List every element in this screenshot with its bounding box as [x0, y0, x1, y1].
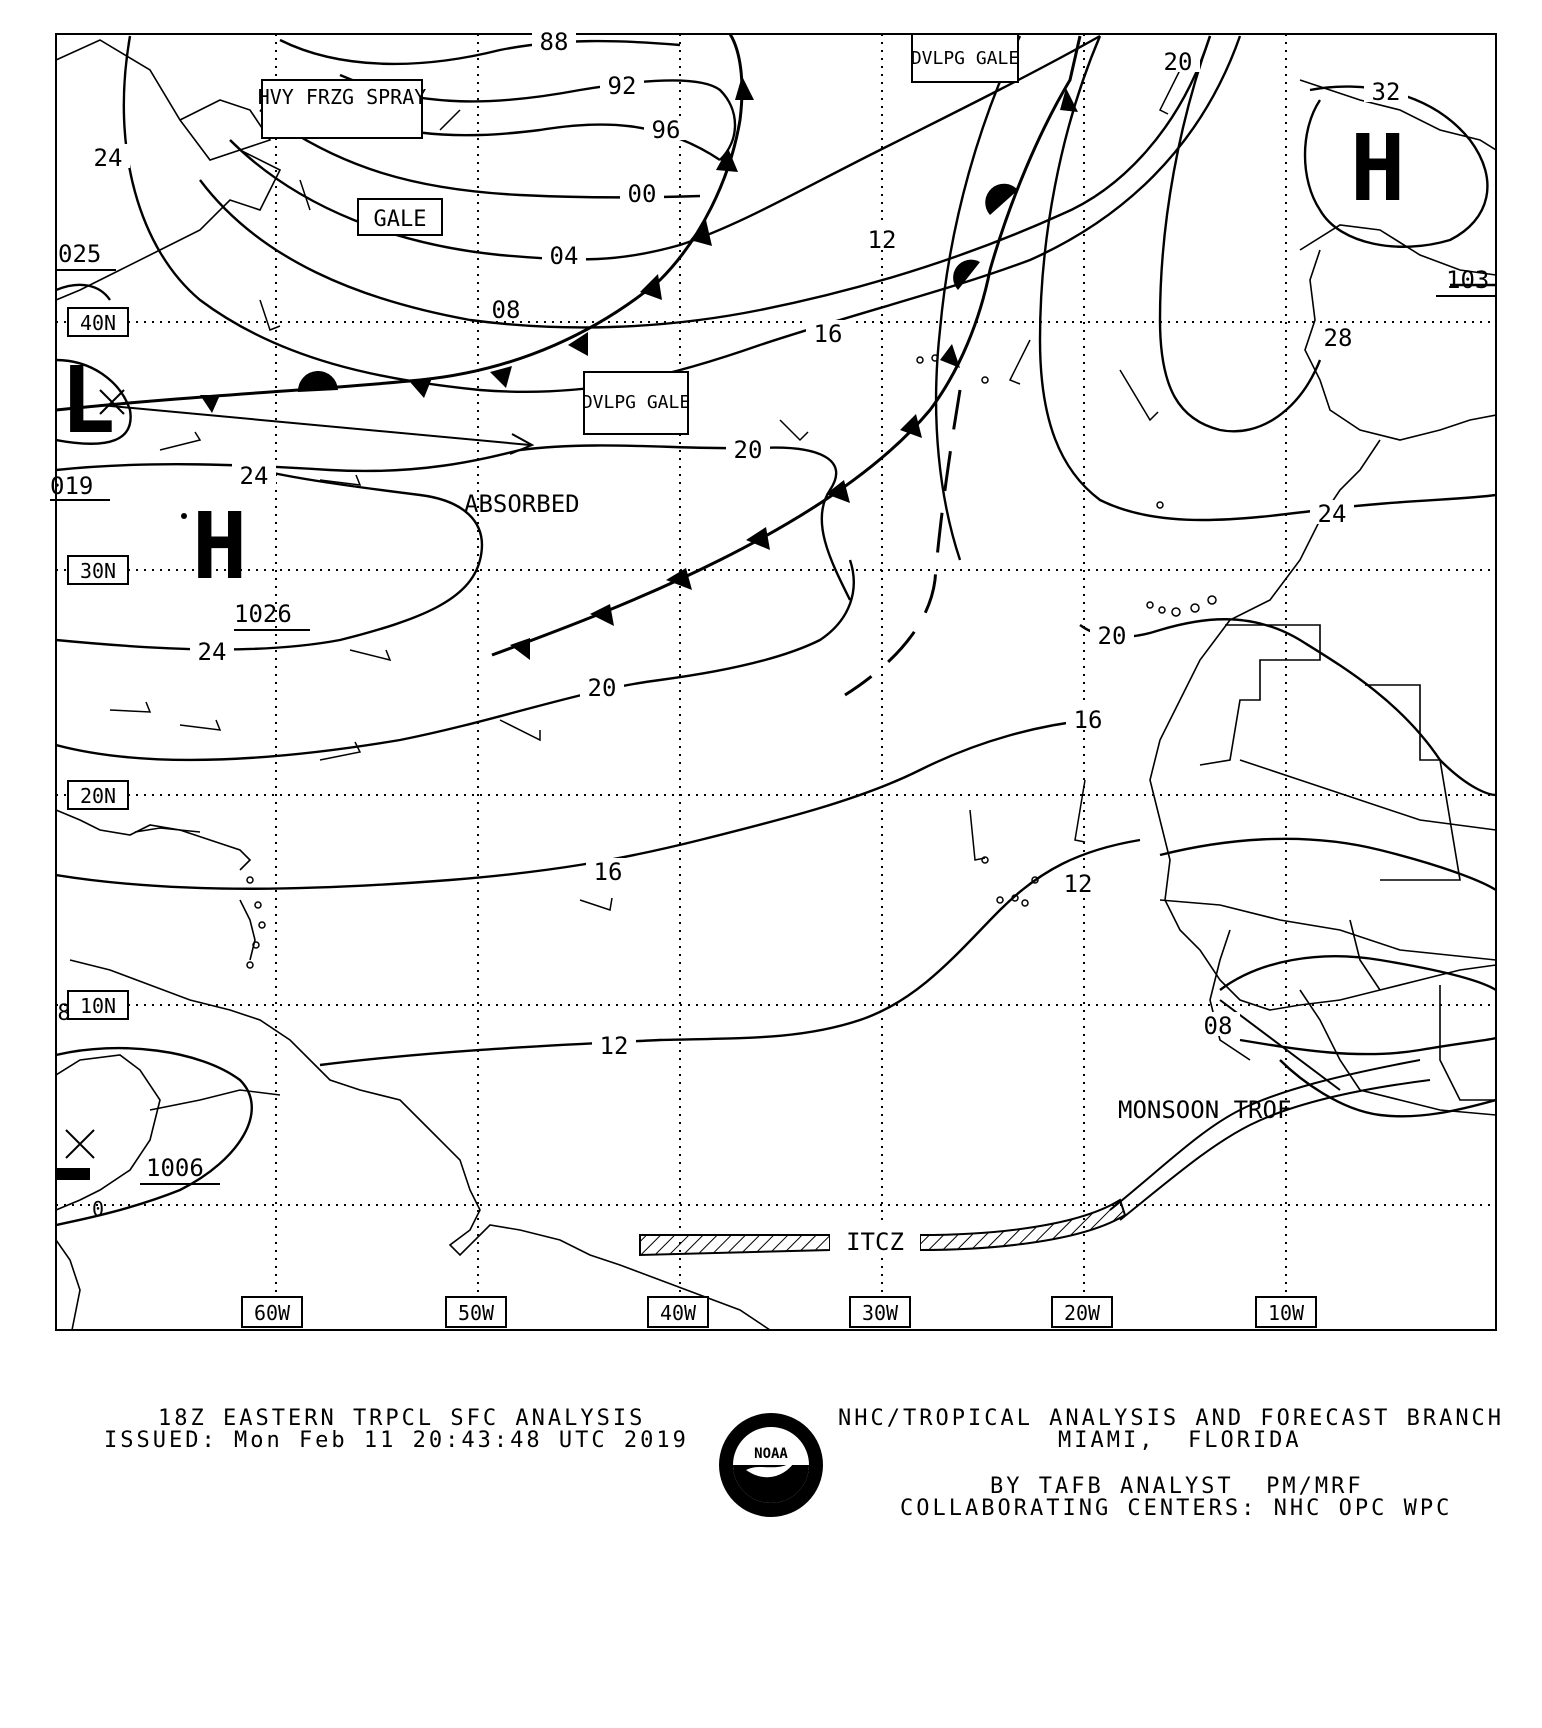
- isobar-label: 28: [1323, 324, 1353, 352]
- frontal-bar: [56, 1168, 90, 1180]
- absorbed-label: ABSORBED: [464, 490, 580, 518]
- noaa-logo: [716, 1410, 826, 1520]
- hvy-frzg-spray-label: HVY FRZG SPRAY: [257, 85, 427, 109]
- pressure-value: 025: [58, 240, 102, 268]
- isobar-label: 20: [733, 436, 763, 464]
- low-center-marker: [66, 1130, 94, 1158]
- isobar-label: 20: [1097, 622, 1127, 650]
- lat-label-10n: 10N: [79, 994, 117, 1018]
- noaa-logo-text: NOAA: [754, 1446, 788, 1462]
- lon-label-20w: 20W: [1063, 1301, 1101, 1325]
- isobar-label: 88: [539, 28, 569, 56]
- monsoon-trof-label: MONSOON TROF: [1118, 1096, 1292, 1124]
- isobar-label: 24: [1317, 500, 1347, 528]
- collaborating-centers: COLLABORATING CENTERS: NHC OPC WPC: [900, 1496, 1453, 1521]
- absorbed-track: [100, 405, 532, 454]
- lon-label-40w: 40W: [659, 1301, 697, 1325]
- isobar-label: 04: [549, 242, 579, 270]
- isobar-label: 24: [197, 638, 227, 666]
- lat-label-30n: 30N: [79, 559, 117, 583]
- chart-title: 18Z EASTERN TRPCL SFC ANALYSIS: [158, 1406, 646, 1431]
- lon-label-60w: 60W: [253, 1301, 291, 1325]
- high-center-dot: [181, 513, 187, 519]
- high-pressure-value: 1026: [234, 600, 292, 628]
- branch-name: NHC/TROPICAL ANALYSIS AND FORECAST BRANCH: [838, 1406, 1505, 1431]
- gale-label: GALE: [373, 207, 427, 232]
- isobar-label: 32: [1371, 78, 1401, 106]
- isobar-label: 16: [1073, 706, 1103, 734]
- isobar-label: 16: [813, 320, 843, 348]
- analyst-line: BY TAFB ANALYST PM/MRF: [990, 1474, 1364, 1499]
- isobar-label: 24: [93, 144, 123, 172]
- coastlines: [56, 40, 1496, 1330]
- isobar-label: 20: [587, 674, 617, 702]
- map-frame: [56, 34, 1496, 1330]
- graticule: [56, 34, 1496, 1330]
- high-pressure-symbol: H: [1350, 115, 1406, 222]
- lat-label-40n: 40N: [79, 311, 117, 335]
- lon-label-10w: 10W: [1267, 1301, 1305, 1325]
- isobar-label: 20: [1163, 48, 1193, 76]
- isobar-label: 12: [867, 226, 897, 254]
- high-pressure-symbol: H: [192, 493, 248, 600]
- longitude-labels: [242, 1297, 1316, 1327]
- isobar-label: 12: [1063, 870, 1093, 898]
- issued-timestamp: ISSUED: Mon Feb 11 20:43:48 UTC 2019: [104, 1428, 689, 1453]
- low-pressure-value: 019: [50, 472, 94, 500]
- isobar-label: 0: [91, 1197, 105, 1221]
- lon-label-30w: 30W: [861, 1301, 899, 1325]
- isobar-label: 24: [239, 462, 269, 490]
- lat-label-20n: 20N: [79, 784, 117, 808]
- isobar-label: 8: [57, 1001, 71, 1026]
- high-pressure-value: 103: [1446, 266, 1490, 294]
- isobar-label: 00: [627, 180, 657, 208]
- lon-label-50w: 50W: [457, 1301, 495, 1325]
- isobar-label: 12: [599, 1032, 629, 1060]
- branch-location: MIAMI, FLORIDA: [1058, 1428, 1302, 1453]
- dvlpg-gale-label: DVLPG GALE: [910, 48, 1020, 69]
- isobar-label: 92: [607, 72, 637, 100]
- isobar-label: 08: [491, 296, 521, 324]
- itcz-band: [640, 1060, 1430, 1255]
- pressure-value: 1006: [146, 1154, 204, 1182]
- low-pressure-symbol: L: [60, 347, 116, 454]
- isobar-label: 16: [593, 858, 623, 886]
- isobar-label: 96: [651, 116, 681, 144]
- itcz-label: ITCZ: [846, 1228, 904, 1256]
- trough-line: [845, 390, 960, 695]
- dvlpg-gale-label: DVLPG GALE: [581, 392, 691, 413]
- isobar-label: 08: [1203, 1012, 1233, 1040]
